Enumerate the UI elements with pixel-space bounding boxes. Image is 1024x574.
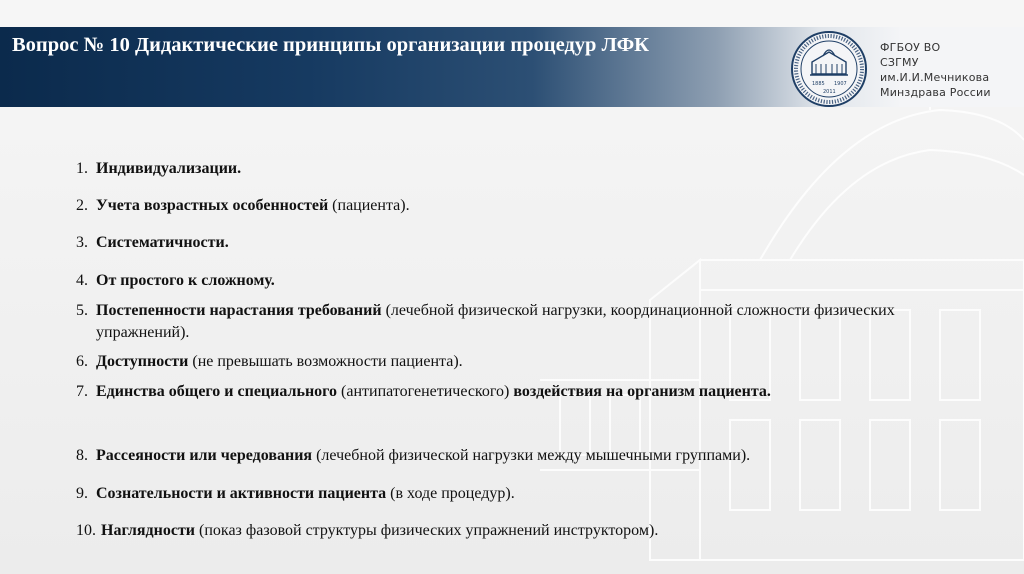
principle-name: Доступности bbox=[96, 353, 189, 370]
seal-year-left: 1885 bbox=[812, 81, 825, 87]
item-number: 5. bbox=[76, 302, 88, 319]
principle-note: (в ходе процедур). bbox=[386, 485, 515, 502]
university-seal-icon bbox=[790, 30, 868, 108]
list-item bbox=[76, 445, 966, 467]
principle-name: Единства общего и специального bbox=[96, 383, 338, 400]
item-number: 10. bbox=[76, 522, 96, 539]
organization-name bbox=[880, 40, 991, 100]
principle-note: (пациента). bbox=[328, 197, 410, 214]
list-item bbox=[76, 520, 966, 542]
list-item bbox=[76, 300, 966, 344]
list-item bbox=[76, 381, 966, 403]
org-line: им.И.И.Мечникова bbox=[880, 71, 990, 84]
principle-name: Учета возрастных особенностей bbox=[96, 197, 329, 214]
item-number: 1. bbox=[76, 160, 88, 177]
seal-year-bottom: 2011 bbox=[823, 89, 836, 95]
principle-name: Рассеяности или чередования bbox=[96, 447, 313, 464]
item-number: 2. bbox=[76, 197, 88, 214]
principle-note: (показ фазовой структуры физических упражнений инструктором). bbox=[195, 522, 659, 539]
list-item bbox=[76, 270, 966, 292]
principle-name: Сознательности и активности пациента bbox=[96, 485, 387, 502]
principle-name: Постепенности нарастания требований bbox=[96, 302, 382, 319]
item-number: 7. bbox=[76, 383, 88, 400]
org-line: ФГБОУ ВО bbox=[880, 41, 941, 54]
list-item bbox=[76, 158, 966, 180]
list-item bbox=[76, 195, 966, 217]
item-number: 8. bbox=[76, 447, 88, 464]
list-item bbox=[76, 483, 966, 505]
principle-name: Наглядности bbox=[101, 522, 196, 539]
principle-name: Индивидуализации. bbox=[96, 160, 242, 177]
seal-year-right: 1907 bbox=[834, 81, 847, 87]
list-item bbox=[76, 232, 966, 254]
item-number: 4. bbox=[76, 272, 88, 289]
principle-name-continued: воздействия на организм пациента. bbox=[513, 383, 771, 400]
principle-note: (лечебной физической нагрузки, координационной сложности физических упражнений). bbox=[96, 302, 895, 341]
item-number: 6. bbox=[76, 353, 88, 370]
list-item bbox=[76, 351, 966, 373]
principle-note: (не превышать возможности пациента). bbox=[188, 353, 463, 370]
principle-note: (антипатогенетического) bbox=[337, 383, 514, 400]
item-number: 3. bbox=[76, 234, 88, 251]
org-line: СЗГМУ bbox=[880, 56, 919, 69]
principle-note: (лечебной физической нагрузки между мышечными группами). bbox=[312, 447, 751, 464]
org-line: Минздрава России bbox=[880, 86, 991, 99]
slide-title: Вопрос № 10 Дидактические принципы организации процедур ЛФК bbox=[12, 34, 650, 56]
item-number: 9. bbox=[76, 485, 88, 502]
principle-name: Систематичности. bbox=[96, 234, 229, 251]
principle-name: От простого к сложному. bbox=[96, 272, 275, 289]
